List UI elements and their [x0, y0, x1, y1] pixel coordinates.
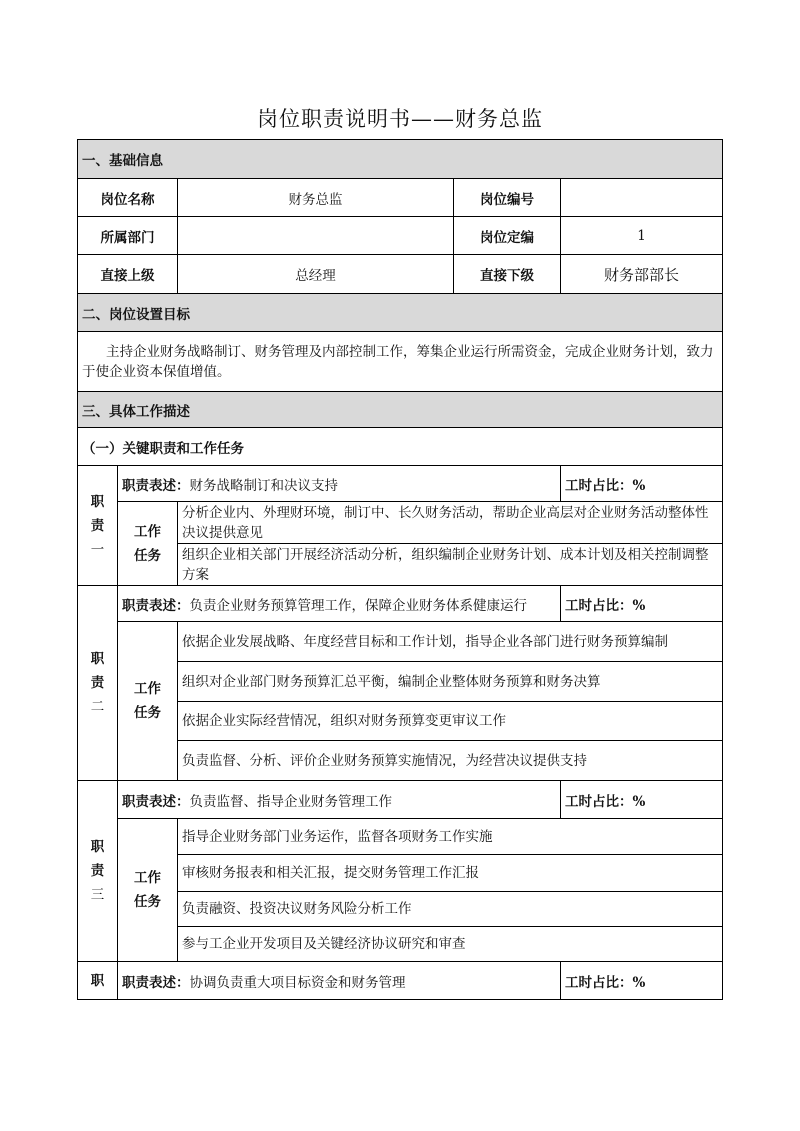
duty-1-task-2: 组织企业相关部门开展经济活动分析，组织编制企业财务计划、成本计划及相关控制调整方案 — [178, 544, 723, 586]
section-goal-header: 二、岗位设置目标 — [78, 294, 723, 332]
duty-4-description — [118, 962, 561, 1000]
job-description-table — [77, 139, 723, 1000]
duty-3-task-4: 参与工企业开发项目及关键经济协议研究和审查 — [178, 927, 723, 962]
direct-subordinate-label: 直接下级 — [454, 255, 561, 294]
duty-prefix: 职责表述： — [122, 597, 190, 614]
goal-text: 主持企业财务战略制订、财务管理及内部控制工作，筹集企业运行所需资金，完成企业财务计划，致力于使企业资本保值增值。 — [82, 343, 714, 380]
duty-3-work-label — [118, 819, 178, 962]
duty-prefix: 职责表述： — [122, 477, 190, 494]
duty-1-task-1: 分析企业内、外理财环境，制订中、长久财务活动，帮助企业高层对企业财务活动整体性决议提供意见 — [178, 502, 723, 544]
duty-prefix: 职责表述： — [122, 974, 190, 991]
direct-superior-value: 总经理 — [178, 255, 454, 294]
duty-3-description — [118, 781, 561, 819]
duty-2-ratio: 工时占比：% — [561, 586, 723, 622]
duty-2-task-4: 负责监督、分析、评价企业财务预算实施情况，为经营决议提供支持 — [178, 741, 723, 781]
headcount-label: 岗位定编 — [454, 217, 561, 255]
duty-1-label — [78, 466, 118, 586]
duty-1-label-top: 职 — [90, 493, 105, 510]
duty-2-task-3: 依据企业实际经营情况，组织对财务预算变更审议工作 — [178, 702, 723, 741]
position-code-value — [561, 179, 723, 217]
duty-2-work-label — [118, 622, 178, 781]
duty-1-label-mid: 责 — [90, 517, 105, 534]
duty-4-ratio: 工时占比：% — [561, 962, 723, 1000]
direct-superior-label: 直接上级 — [78, 255, 178, 294]
headcount-value: 1 — [561, 217, 723, 255]
duty-4-description-text: 协调负责重大项目标资金和财务管理 — [189, 974, 406, 991]
work-label-line2: 任务 — [134, 894, 161, 910]
duty-2-task-1: 依据企业发展战略、年度经营目标和工作计划，指导企业各部门进行财务预算编制 — [178, 622, 723, 662]
duty-2-label-mid: 责 — [90, 675, 105, 691]
work-label-line2: 任务 — [134, 705, 161, 721]
duty-1-work-label — [118, 502, 178, 586]
section-work-header: 三、具体工作描述 — [78, 392, 723, 428]
duty-2-label — [78, 586, 118, 781]
duty-4-label-top: 职 — [90, 972, 105, 989]
duty-1-description — [118, 466, 561, 502]
key-duties-subheader: （一）关键职责和工作任务 — [78, 428, 723, 466]
duty-3-description-text: 负责监督、指导企业财务管理工作 — [189, 793, 392, 810]
duty-4-label — [78, 962, 118, 1000]
work-label-line1: 工作 — [134, 870, 161, 886]
duty-3-task-1: 指导企业财务部门业务运作，监督各项财务工作实施 — [178, 819, 723, 855]
duty-3-label-top: 职 — [90, 839, 105, 855]
position-name-value: 财务总监 — [178, 179, 454, 217]
work-label-line1: 工作 — [134, 523, 161, 540]
section-goal-text — [78, 332, 723, 392]
duty-3-label-num: 三 — [90, 887, 105, 903]
duty-2-label-num: 二 — [90, 699, 105, 715]
duty-3-ratio: 工时占比：% — [561, 781, 723, 819]
duty-3-task-2: 审核财务报表和相关汇报，提交财务管理工作汇报 — [178, 855, 723, 892]
section-basic-info-header: 一、基础信息 — [78, 140, 723, 179]
duty-2-task-2: 组织对企业部门财务预算汇总平衡，编制企业整体财务预算和财务决算 — [178, 662, 723, 702]
duty-2-description — [118, 586, 561, 622]
work-label-line2: 任务 — [134, 547, 161, 564]
document-title: 岗位职责说明书——财务总监 — [257, 107, 543, 131]
work-label-line1: 工作 — [134, 681, 161, 697]
department-label: 所属部门 — [78, 217, 178, 255]
department-value — [178, 217, 454, 255]
position-code-label: 岗位编号 — [454, 179, 561, 217]
duty-3-label — [78, 781, 118, 962]
duty-3-label-mid: 责 — [90, 863, 105, 879]
duty-1-description-text: 财务战略制订和决议支持 — [189, 477, 338, 494]
position-name-label: 岗位名称 — [78, 179, 178, 217]
duty-2-description-text: 负责企业财务预算管理工作，保障企业财务体系健康运行 — [189, 597, 527, 614]
direct-subordinate-value: 财务部部长 — [561, 255, 723, 294]
duty-3-task-3: 负责融资、投资决议财务风险分析工作 — [178, 892, 723, 927]
duty-1-ratio: 工时占比：% — [561, 466, 723, 502]
duty-1-label-num: 一 — [90, 541, 105, 558]
duty-2-label-top: 职 — [90, 651, 105, 667]
duty-prefix: 职责表述： — [122, 793, 190, 810]
